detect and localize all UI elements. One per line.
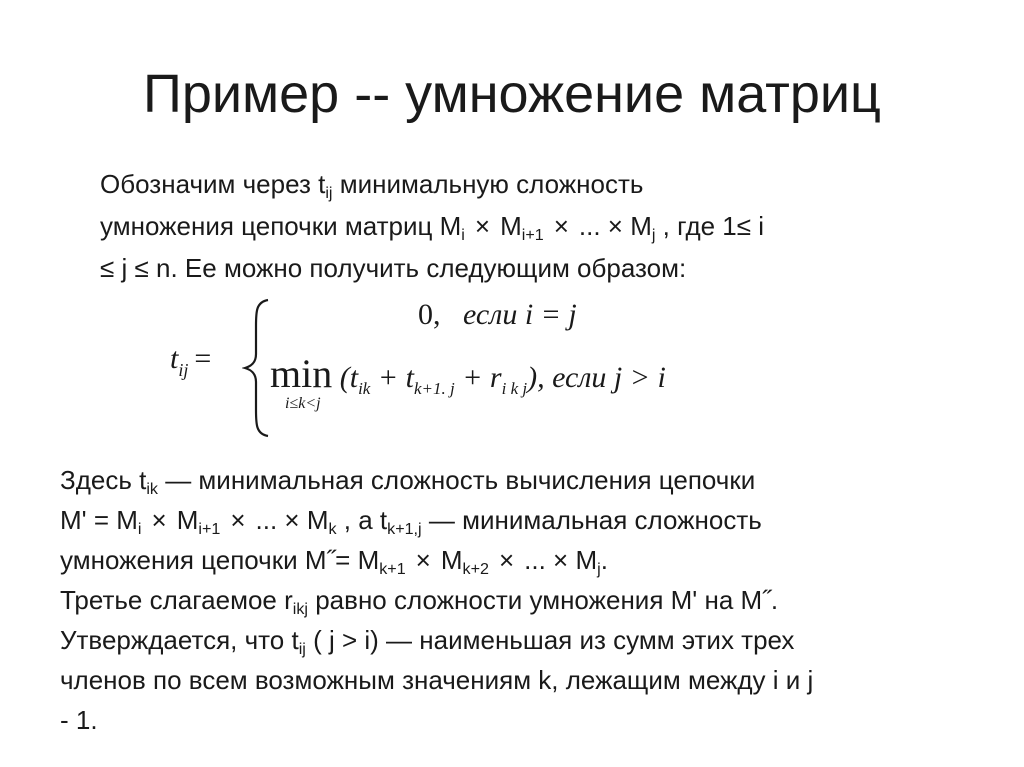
body-text: равно сложности умножения M' на M˝. [307,585,779,615]
times-symbol: × [230,505,246,535]
body-text: M [440,545,463,575]
recurrence-formula [160,292,860,442]
min-operator: min [270,351,333,396]
body-text: . [600,545,608,575]
formula-zero: 0, [418,298,441,331]
formula-condition: ), если j > i [527,361,666,394]
subscript: k+1 [379,559,406,578]
formula-term: + t [370,361,414,394]
formula-term: + r [454,361,502,394]
subscript: j [597,559,601,578]
formula-case-1 [418,298,577,332]
times-symbol: × [474,211,491,241]
intro-line-1 [100,163,980,205]
intro-text: j [114,253,135,283]
body-text: умножения цепочки M˝= M [60,545,380,575]
body-line-6: членов по всем возможным значениям k, лежащим между i и j [60,665,814,695]
intro-text: Обозначим через t [100,169,326,199]
equals-sign: = [194,342,212,375]
body-text: , а t [336,505,388,535]
times-symbol: × [498,545,515,575]
body-line-7: - 1. [60,705,98,735]
body-text: Здесь t [60,465,147,495]
subscript: i+1 [198,519,221,538]
body-text: — минимальная сложность вычисления цепочки [157,465,756,495]
body-text: M' = M [60,505,138,535]
subscript: ij [298,639,306,658]
le-symbol: ≤ [736,211,752,241]
intro-text: умножения цепочки матриц M [100,211,462,241]
body-text: M [299,505,329,535]
subscript: i k j [501,379,528,398]
body-text: — минимальная сложность [421,505,762,535]
intro-line-2 [100,205,980,247]
intro-text: , где 1 [655,211,737,241]
body-line-3 [60,540,986,580]
body-line-2 [60,500,986,540]
intro-paragraph [100,163,980,289]
intro-line-3 [100,247,980,289]
times-symbol: × [284,505,300,535]
intro-text: ... [578,211,608,241]
subscript: i [137,519,142,538]
subscript: k [328,519,337,538]
intro-text: M [622,211,652,241]
subscript: i+1 [521,225,544,244]
formula-case-2 [270,350,666,399]
min-range: i≤k<j [285,395,321,412]
times-symbol: × [553,211,569,241]
body-text: ... [524,545,554,575]
formula-condition: если i = j [463,298,577,331]
intro-text: минимальную сложность [332,169,644,199]
subscript: ij [178,360,189,380]
body-text: ( j > i) — наименьшая из сумм этих трех [305,625,795,655]
body-text: Утверждается, что t [60,625,299,655]
formula-term: (t [339,361,359,394]
body-text: Третье слагаемое r [60,585,293,615]
body-text: M [568,545,598,575]
le-symbol: ≤ [134,253,149,283]
formula-var: t [170,342,179,375]
subscript: i [461,225,465,244]
times-symbol: × [415,545,431,575]
formula-lhs [170,342,211,381]
body-line-1 [60,460,986,500]
left-brace [242,298,272,438]
body-text: ... [255,505,285,535]
intro-text: i [751,211,765,241]
slide-title: Пример -- умножение матриц [143,64,881,124]
subscript: j [651,225,656,244]
intro-text: n. Ее можно получить следующим образом: [148,253,687,283]
subscript: ij [325,183,333,202]
intro-text: M [500,211,522,241]
subscript: ik [358,379,371,398]
explanation-paragraph [60,460,986,740]
times-symbol: × [151,505,167,535]
subscript: ikj [292,599,308,618]
body-line-5 [60,620,986,660]
subscript: k+2 [462,559,489,578]
body-text: M [176,505,199,535]
subscript: k+1,j [387,519,422,538]
times-symbol: × [553,545,569,575]
subscript: k+1. j [413,379,455,398]
body-line-4 [60,580,986,620]
times-symbol: × [607,211,623,241]
le-symbol: ≤ [100,253,115,283]
subscript: ik [146,479,158,498]
